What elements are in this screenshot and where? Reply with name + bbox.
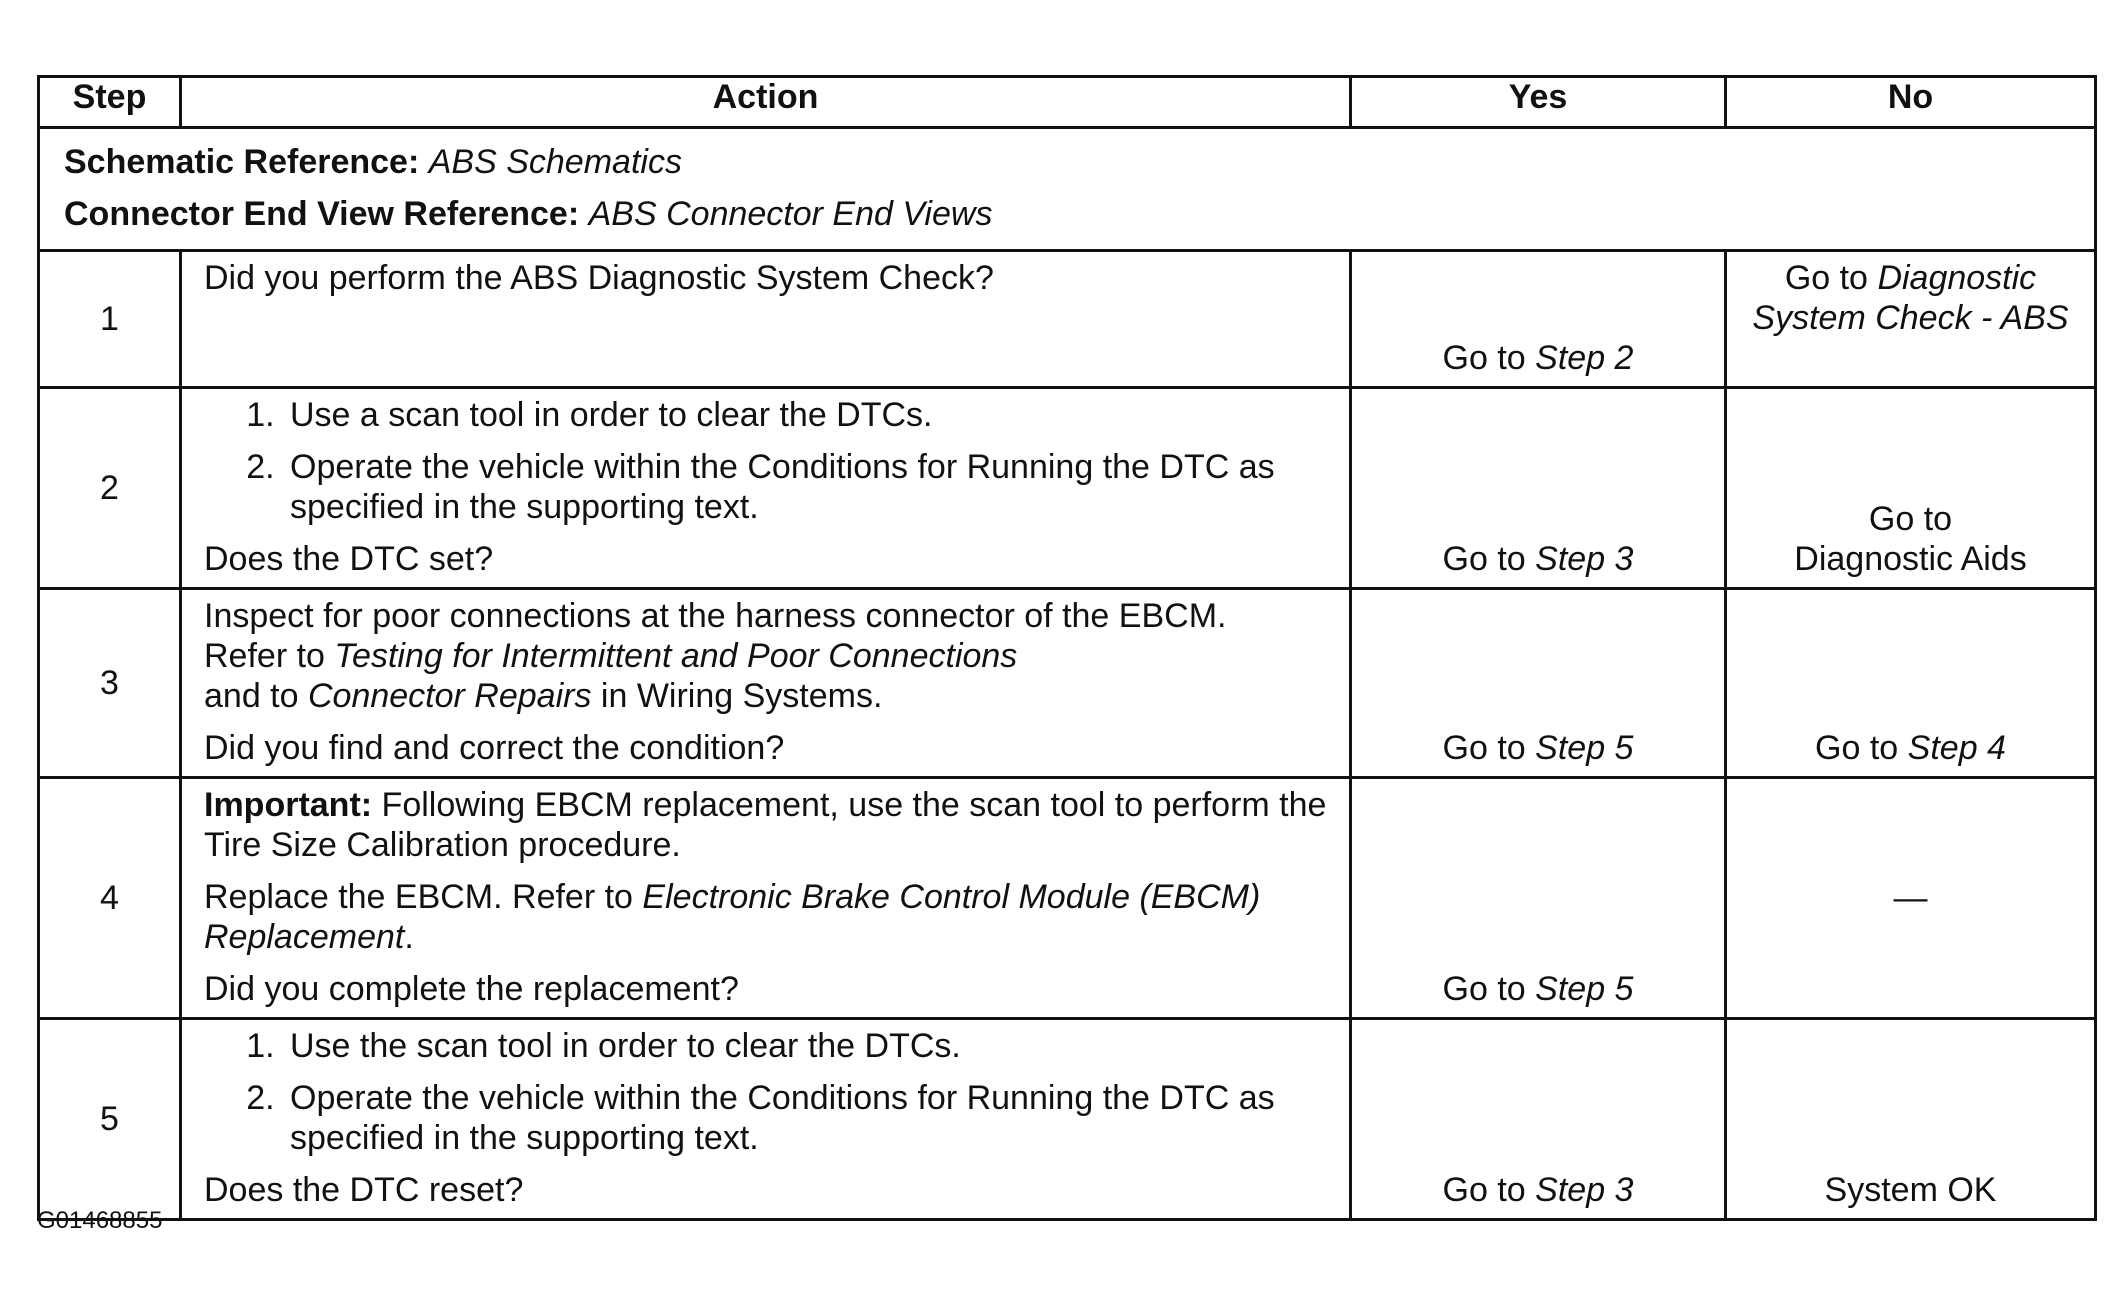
connector-reference: [64, 189, 2094, 241]
no-goto: Go to Step 4: [1815, 729, 2006, 767]
yes-goto: Go to Step 3: [1442, 1171, 1634, 1209]
yes-cell: [1351, 388, 1726, 589]
step-row: [39, 251, 2096, 388]
goto-step-link[interactable]: Step 2: [1535, 339, 1634, 377]
no-cell: [1726, 1019, 2096, 1220]
no-cell: [1726, 388, 2096, 589]
step-number: 3: [39, 589, 181, 778]
table-header-row: [39, 77, 2096, 128]
action-cell: [181, 778, 1351, 1019]
important-label: Important:: [204, 786, 373, 824]
goto-step-link[interactable]: Step 3: [1535, 540, 1634, 578]
action-cell: [181, 1019, 1351, 1220]
procedure-list: [204, 1026, 1335, 1158]
step-row: [39, 388, 2096, 589]
no-cell: [1726, 251, 2096, 388]
header-action: Action: [181, 77, 1351, 128]
schematic-reference-link[interactable]: ABS Schematics: [428, 143, 682, 181]
yes-goto: Go to Step 2: [1442, 339, 1634, 377]
inspect-instruction: Inspect for poor connections at the harness connector of the EBCM. Refer to Testing for Intermittent and Poor Connections and to Connector Repairs in Wiring Systems.: [204, 597, 1227, 715]
yes-cell: [1351, 778, 1726, 1019]
goto-step-link[interactable]: Step 5: [1535, 729, 1634, 767]
ebcm-replacement-link[interactable]: Electronic Brake Control Module (EBCM) Replacement: [204, 878, 1261, 956]
reference-cell: [39, 128, 2096, 251]
no-goto: Go to Diagnostic: [1784, 259, 2037, 297]
schematic-reference-label: Schematic Reference:: [64, 143, 420, 181]
yes-cell: [1351, 589, 1726, 778]
no-dash: —: [1893, 879, 1928, 917]
connector-repairs-link[interactable]: Connector Repairs: [307, 677, 592, 715]
yes-goto: Go to Step 3: [1442, 540, 1634, 578]
procedure-list: [204, 395, 1335, 527]
step-row: [39, 589, 2096, 778]
replace-instruction: Replace the EBCM. Refer to Electronic Brake Control Module (EBCM) Replacement.: [204, 878, 1261, 956]
diagnostic-aids-link[interactable]: Diagnostic Aids: [1794, 540, 2027, 578]
header-no: No: [1726, 77, 2096, 128]
connector-reference-link[interactable]: ABS Connector End Views: [588, 195, 993, 233]
step-row: [39, 1019, 2096, 1220]
step-question: Does the DTC reset?: [204, 1171, 524, 1209]
step-number: 2: [39, 388, 181, 589]
reference-row: [39, 128, 2096, 251]
procedure-item: 1. Use a scan tool in order to clear the DTCs.: [284, 395, 1335, 435]
goto-step-link[interactable]: Step 5: [1535, 970, 1634, 1008]
yes-goto: Go to Step 5: [1442, 970, 1634, 1008]
step-number: 5: [39, 1019, 181, 1220]
diagnostic-table: [37, 75, 2097, 1221]
important-note: Important: Following EBCM replacement, use the scan tool to perform the Tire Size Calibration procedure.: [204, 786, 1327, 864]
procedure-item: 2. Operate the vehicle within the Conditions for Running the DTC as specified in the supporting text.: [284, 447, 1335, 527]
diagnostic-system-check-link-cont[interactable]: System Check - ABS: [1752, 299, 2069, 337]
action-cell: [181, 388, 1351, 589]
step-number: 1: [39, 251, 181, 388]
step-question: Does the DTC set?: [204, 540, 494, 578]
procedure-item: 1. Use the scan tool in order to clear the DTCs.: [284, 1026, 1335, 1066]
action-cell: [181, 251, 1351, 388]
figure-id: G01468855: [37, 1207, 163, 1234]
step-number: 4: [39, 778, 181, 1019]
yes-cell: [1351, 251, 1726, 388]
system-ok: System OK: [1824, 1171, 1997, 1209]
step-question: Did you complete the replacement?: [204, 970, 739, 1008]
step-question: Did you find and correct the condition?: [204, 729, 785, 767]
no-cell: [1726, 778, 2096, 1019]
no-goto: Go to Diagnostic Aids: [1727, 499, 2094, 579]
no-cell: [1726, 589, 2096, 778]
step-row: [39, 778, 2096, 1019]
header-yes: Yes: [1351, 77, 1726, 128]
procedure-item: 2. Operate the vehicle within the Conditions for Running the DTC as specified in the supporting text.: [284, 1078, 1335, 1158]
yes-cell: [1351, 1019, 1726, 1220]
header-step: Step: [39, 77, 181, 128]
yes-goto: Go to Step 5: [1442, 729, 1634, 767]
connector-reference-label: Connector End View Reference:: [64, 195, 580, 233]
action-cell: [181, 589, 1351, 778]
goto-step-link[interactable]: Step 4: [1907, 729, 2006, 767]
diagnostic-system-check-link[interactable]: Diagnostic: [1877, 259, 2037, 297]
testing-intermittent-link[interactable]: Testing for Intermittent and Poor Connections: [334, 637, 1018, 675]
schematic-reference: [64, 137, 2094, 189]
goto-step-link[interactable]: Step 3: [1535, 1171, 1634, 1209]
step-question: Did you perform the ABS Diagnostic System Check?: [204, 259, 994, 297]
